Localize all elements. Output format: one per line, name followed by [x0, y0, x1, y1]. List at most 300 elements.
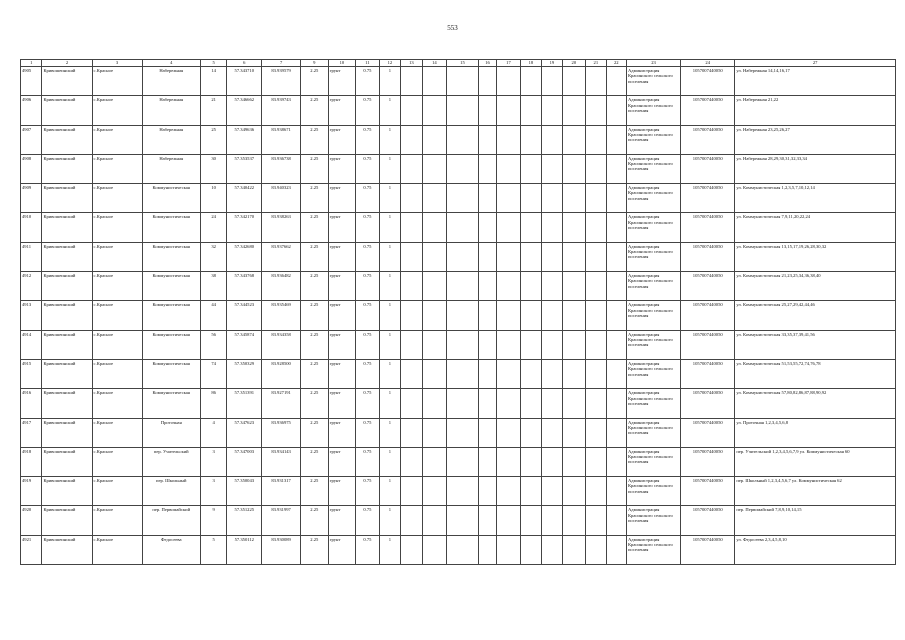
empty-cell	[562, 477, 586, 506]
empty-cell	[422, 477, 447, 506]
empty-cell	[401, 184, 422, 213]
empty-cell	[447, 125, 479, 154]
organization-cell: Администрация Красинского сельского поселения	[626, 125, 680, 154]
empty-cell	[542, 389, 562, 418]
district-cell: Кривошеинский	[42, 184, 92, 213]
latitude-cell: 57.340422	[227, 184, 262, 213]
empty-cell	[520, 154, 541, 183]
table-row	[21, 184, 896, 213]
village-cell: с.Красное	[92, 213, 142, 242]
latitude-cell: 57.342170	[227, 213, 262, 242]
district-cell: Кривошеинский	[42, 242, 92, 271]
organization-cell: Администрация Красинского сельского поселения	[626, 477, 680, 506]
empty-cell	[447, 477, 479, 506]
street-cell: Набережная	[142, 96, 200, 125]
table-row	[21, 125, 896, 154]
empty-cell	[542, 154, 562, 183]
longitude-cell: 83.938263	[262, 213, 301, 242]
empty-cell	[520, 389, 541, 418]
served-addresses-cell: ул. Коммунистическая 25,27,29,42,44,46	[735, 301, 896, 330]
village-cell: с.Красное	[92, 184, 142, 213]
empty-cell	[478, 359, 496, 388]
district-cell: Кривошеинский	[42, 389, 92, 418]
table-row	[21, 535, 896, 564]
column-number-header: 27	[735, 60, 896, 67]
empty-cell	[497, 389, 521, 418]
street-cell: Коммунистическая	[142, 330, 200, 359]
empty-cell	[606, 389, 626, 418]
column-number-header: 9	[301, 60, 329, 67]
house-cell: 86	[200, 389, 227, 418]
empty-cell	[447, 272, 479, 301]
street-cell: пер. Учительский	[142, 447, 200, 476]
table-row	[21, 154, 896, 183]
empty-cell	[586, 330, 606, 359]
empty-cell	[542, 506, 562, 535]
house-cell: 14	[200, 67, 227, 96]
table-row	[21, 506, 896, 535]
table-row	[21, 67, 896, 96]
table-row	[21, 447, 896, 476]
count-cell: 1	[379, 477, 400, 506]
empty-cell	[542, 96, 562, 125]
empty-cell	[497, 330, 521, 359]
surface-cell: грунт	[328, 447, 356, 476]
count-cell: 1	[379, 184, 400, 213]
surface-cell: грунт	[328, 330, 356, 359]
surface-cell: грунт	[328, 125, 356, 154]
count-cell: 1	[379, 67, 400, 96]
district-cell: Кривошеинский	[42, 506, 92, 535]
empty-cell	[447, 389, 479, 418]
empty-cell	[562, 359, 586, 388]
empty-cell	[606, 447, 626, 476]
village-cell: с.Красное	[92, 242, 142, 271]
organization-cell: Администрация Красинского сельского поселения	[626, 67, 680, 96]
empty-cell	[497, 272, 521, 301]
empty-cell	[586, 447, 606, 476]
empty-cell	[542, 447, 562, 476]
latitude-cell: 57.349636	[227, 125, 262, 154]
empty-cell	[422, 389, 447, 418]
empty-cell	[520, 125, 541, 154]
column-number-header: 12	[379, 60, 400, 67]
empty-cell	[606, 359, 626, 388]
surface-cell: грунт	[328, 242, 356, 271]
empty-cell	[520, 213, 541, 242]
longitude-cell: 83.931317	[262, 477, 301, 506]
house-cell: 10	[200, 184, 227, 213]
empty-cell	[478, 125, 496, 154]
table-row	[21, 330, 896, 359]
empty-cell	[542, 272, 562, 301]
empty-cell	[562, 418, 586, 447]
village-cell: с.Красное	[92, 506, 142, 535]
empty-cell	[562, 154, 586, 183]
street-cell: Набережная	[142, 154, 200, 183]
empty-cell	[586, 535, 606, 564]
empty-cell	[586, 154, 606, 183]
empty-cell	[401, 389, 422, 418]
volume-cell: 0.75	[356, 301, 380, 330]
record-number: 4905	[21, 67, 42, 96]
longitude-cell: 83.936482	[262, 272, 301, 301]
empty-cell	[401, 96, 422, 125]
area-cell: 2.25	[301, 506, 329, 535]
latitude-cell: 57.342680	[227, 242, 262, 271]
organization-cell: Администрация Красинского сельского поселения	[626, 506, 680, 535]
empty-cell	[520, 184, 541, 213]
house-cell: 25	[200, 125, 227, 154]
empty-cell	[447, 359, 479, 388]
column-number-header: 18	[520, 60, 541, 67]
street-cell: Набережная	[142, 67, 200, 96]
count-cell: 1	[379, 242, 400, 271]
count-cell: 1	[379, 301, 400, 330]
house-cell: 44	[200, 301, 227, 330]
district-cell: Кривошеинский	[42, 96, 92, 125]
record-number: 4919	[21, 477, 42, 506]
count-cell: 1	[379, 506, 400, 535]
organization-cell: Администрация Красинского сельского поселения	[626, 96, 680, 125]
longitude-cell: 83.930089	[262, 535, 301, 564]
empty-cell	[520, 535, 541, 564]
empty-cell	[542, 213, 562, 242]
served-addresses-cell: ул. Коммунистическая 51,53,55,72,74,76,78	[735, 359, 896, 388]
registration-number-cell: 1057007440050	[681, 301, 735, 330]
volume-cell: 0.75	[356, 125, 380, 154]
surface-cell: грунт	[328, 154, 356, 183]
empty-cell	[520, 418, 541, 447]
count-cell: 1	[379, 213, 400, 242]
count-cell: 1	[379, 389, 400, 418]
empty-cell	[562, 125, 586, 154]
empty-cell	[542, 477, 562, 506]
registration-number-cell: 1057007440050	[681, 96, 735, 125]
volume-cell: 0.75	[356, 447, 380, 476]
registration-number-cell: 1057007440050	[681, 67, 735, 96]
registration-number-cell: 1057007440050	[681, 330, 735, 359]
column-number-header: 7	[262, 60, 301, 67]
column-number-header: 3	[92, 60, 142, 67]
organization-cell: Администрация Красинского сельского поселения	[626, 272, 680, 301]
street-cell: Коммунистическая	[142, 213, 200, 242]
empty-cell	[447, 301, 479, 330]
empty-cell	[520, 477, 541, 506]
empty-cell	[497, 96, 521, 125]
table-row	[21, 272, 896, 301]
latitude-cell: 57.351391	[227, 389, 262, 418]
empty-cell	[497, 67, 521, 96]
empty-cell	[520, 67, 541, 96]
record-number: 4920	[21, 506, 42, 535]
empty-cell	[520, 359, 541, 388]
empty-cell	[562, 242, 586, 271]
empty-cell	[606, 535, 626, 564]
empty-cell	[422, 125, 447, 154]
longitude-cell: 83.936975	[262, 418, 301, 447]
column-number-header: 20	[562, 60, 586, 67]
count-cell: 1	[379, 535, 400, 564]
area-cell: 2.25	[301, 535, 329, 564]
record-number: 4916	[21, 389, 42, 418]
count-cell: 1	[379, 330, 400, 359]
empty-cell	[401, 242, 422, 271]
empty-cell	[542, 125, 562, 154]
empty-cell	[562, 272, 586, 301]
record-number: 4917	[21, 418, 42, 447]
district-cell: Кривошеинский	[42, 418, 92, 447]
area-cell: 2.25	[301, 96, 329, 125]
latitude-cell: 57.343710	[227, 67, 262, 96]
empty-cell	[422, 330, 447, 359]
area-cell: 2.25	[301, 272, 329, 301]
district-cell: Кривошеинский	[42, 272, 92, 301]
record-number: 4913	[21, 301, 42, 330]
empty-cell	[497, 301, 521, 330]
column-number-header: 2	[42, 60, 92, 67]
empty-cell	[562, 67, 586, 96]
village-cell: с.Красное	[92, 125, 142, 154]
served-addresses-cell: ул. Коммунистическая 33,35,37,39,41,56	[735, 330, 896, 359]
village-cell: с.Красное	[92, 301, 142, 330]
empty-cell	[422, 184, 447, 213]
record-number: 4909	[21, 184, 42, 213]
empty-cell	[447, 96, 479, 125]
volume-cell: 0.75	[356, 242, 380, 271]
column-number-header: 24	[681, 60, 735, 67]
registry-table	[20, 59, 896, 565]
empty-cell	[497, 359, 521, 388]
registration-number-cell: 1057007440050	[681, 418, 735, 447]
volume-cell: 0.75	[356, 184, 380, 213]
street-cell: Федосеева	[142, 535, 200, 564]
record-number: 4907	[21, 125, 42, 154]
empty-cell	[401, 447, 422, 476]
served-addresses-cell: ул. Коммунистическая 21,23,25,34,36,38,40	[735, 272, 896, 301]
empty-cell	[562, 447, 586, 476]
district-cell: Кривошеинский	[42, 213, 92, 242]
village-cell: с.Красное	[92, 96, 142, 125]
empty-cell	[586, 96, 606, 125]
empty-cell	[606, 477, 626, 506]
empty-cell	[606, 330, 626, 359]
empty-cell	[606, 96, 626, 125]
volume-cell: 0.75	[356, 477, 380, 506]
surface-cell: грунт	[328, 477, 356, 506]
street-cell: пер. Первомайский	[142, 506, 200, 535]
registration-number-cell: 1057007440050	[681, 272, 735, 301]
empty-cell	[562, 301, 586, 330]
empty-cell	[520, 242, 541, 271]
organization-cell: Администрация Красинского сельского поселения	[626, 535, 680, 564]
count-cell: 1	[379, 125, 400, 154]
empty-cell	[497, 535, 521, 564]
empty-cell	[422, 272, 447, 301]
latitude-cell: 57.347003	[227, 447, 262, 476]
empty-cell	[520, 506, 541, 535]
street-cell: Проточная	[142, 418, 200, 447]
empty-cell	[562, 506, 586, 535]
longitude-cell: 83.937662	[262, 242, 301, 271]
registration-number-cell: 1057007440050	[681, 184, 735, 213]
area-cell: 2.25	[301, 154, 329, 183]
street-cell: Коммунистическая	[142, 359, 200, 388]
street-cell: пер. Школьный	[142, 477, 200, 506]
house-cell: 4	[200, 418, 227, 447]
longitude-cell: 83.939579	[262, 67, 301, 96]
served-addresses-cell: пер. Школьный 1,2,3,4,5,6,7 ул. Коммунистическая 62	[735, 477, 896, 506]
empty-cell	[422, 535, 447, 564]
latitude-cell: 57.346662	[227, 96, 262, 125]
empty-cell	[478, 272, 496, 301]
empty-cell	[542, 301, 562, 330]
village-cell: с.Красное	[92, 330, 142, 359]
registration-number-cell: 1057007440050	[681, 535, 735, 564]
area-cell: 2.25	[301, 330, 329, 359]
street-cell: Коммунистическая	[142, 184, 200, 213]
area-cell: 2.25	[301, 301, 329, 330]
empty-cell	[497, 447, 521, 476]
longitude-cell: 83.928500	[262, 359, 301, 388]
house-cell: 3	[200, 447, 227, 476]
volume-cell: 0.75	[356, 506, 380, 535]
empty-cell	[586, 389, 606, 418]
house-cell: 3	[200, 477, 227, 506]
empty-cell	[478, 184, 496, 213]
latitude-cell: 57.343768	[227, 272, 262, 301]
volume-cell: 0.75	[356, 213, 380, 242]
surface-cell: грунт	[328, 184, 356, 213]
area-cell: 2.25	[301, 125, 329, 154]
latitude-cell: 57.351225	[227, 506, 262, 535]
empty-cell	[478, 96, 496, 125]
registration-number-cell: 1057007440050	[681, 125, 735, 154]
column-number-header: 16	[478, 60, 496, 67]
column-number-header: 13	[401, 60, 422, 67]
empty-cell	[586, 477, 606, 506]
served-addresses-cell: пер. Первомайский 7,8,9,10,14,15	[735, 506, 896, 535]
table-row	[21, 389, 896, 418]
empty-cell	[478, 447, 496, 476]
empty-cell	[478, 154, 496, 183]
organization-cell: Администрация Красинского сельского поселения	[626, 213, 680, 242]
district-cell: Кривошеинский	[42, 301, 92, 330]
empty-cell	[478, 389, 496, 418]
served-addresses-cell: ул. Коммунистическая 57,80,82,86,87,88,90,92	[735, 389, 896, 418]
empty-cell	[606, 418, 626, 447]
volume-cell: 0.75	[356, 330, 380, 359]
district-cell: Кривошеинский	[42, 67, 92, 96]
column-number-header: 21	[586, 60, 606, 67]
latitude-cell: 57.350112	[227, 535, 262, 564]
empty-cell	[497, 418, 521, 447]
empty-cell	[478, 418, 496, 447]
house-cell: 5	[200, 535, 227, 564]
organization-cell: Администрация Красинского сельского поселения	[626, 184, 680, 213]
empty-cell	[401, 272, 422, 301]
table-row	[21, 242, 896, 271]
empty-cell	[586, 242, 606, 271]
empty-cell	[401, 418, 422, 447]
column-number-header: 23	[626, 60, 680, 67]
empty-cell	[478, 67, 496, 96]
table-row	[21, 96, 896, 125]
record-number: 4918	[21, 447, 42, 476]
empty-cell	[586, 125, 606, 154]
empty-cell	[422, 418, 447, 447]
empty-cell	[401, 154, 422, 183]
empty-cell	[520, 447, 541, 476]
empty-cell	[497, 242, 521, 271]
table-row	[21, 477, 896, 506]
empty-cell	[422, 96, 447, 125]
latitude-cell: 57.344523	[227, 301, 262, 330]
surface-cell: грунт	[328, 418, 356, 447]
empty-cell	[497, 125, 521, 154]
organization-cell: Администрация Красинского сельского поселения	[626, 389, 680, 418]
volume-cell: 0.75	[356, 418, 380, 447]
empty-cell	[422, 67, 447, 96]
organization-cell: Администрация Красинского сельского поселения	[626, 242, 680, 271]
empty-cell	[401, 359, 422, 388]
empty-cell	[562, 330, 586, 359]
empty-cell	[478, 242, 496, 271]
house-cell: 21	[200, 96, 227, 125]
organization-cell: Администрация Красинского сельского поселения	[626, 330, 680, 359]
served-addresses-cell: ул. Набережная 23,25,26,27	[735, 125, 896, 154]
empty-cell	[422, 359, 447, 388]
empty-cell	[497, 477, 521, 506]
empty-cell	[520, 330, 541, 359]
empty-cell	[478, 330, 496, 359]
district-cell: Кривошеинский	[42, 359, 92, 388]
area-cell: 2.25	[301, 389, 329, 418]
village-cell: с.Красное	[92, 389, 142, 418]
empty-cell	[586, 184, 606, 213]
district-cell: Кривошеинский	[42, 447, 92, 476]
column-number-header: 1	[21, 60, 42, 67]
column-number-header: 19	[542, 60, 562, 67]
organization-cell: Администрация Красинского сельского поселения	[626, 359, 680, 388]
longitude-cell: 83.931997	[262, 506, 301, 535]
column-number-header: 14	[422, 60, 447, 67]
latitude-cell: 57.350329	[227, 359, 262, 388]
column-number-header: 5	[200, 60, 227, 67]
empty-cell	[401, 125, 422, 154]
registration-number-cell: 1057007440050	[681, 359, 735, 388]
district-cell: Кривошеинский	[42, 535, 92, 564]
empty-cell	[422, 301, 447, 330]
empty-cell	[478, 506, 496, 535]
count-cell: 1	[379, 96, 400, 125]
empty-cell	[586, 359, 606, 388]
surface-cell: грунт	[328, 389, 356, 418]
empty-cell	[497, 506, 521, 535]
longitude-cell: 83.939743	[262, 96, 301, 125]
empty-cell	[497, 184, 521, 213]
house-cell: 24	[200, 213, 227, 242]
latitude-cell: 57.353537	[227, 154, 262, 183]
empty-cell	[586, 301, 606, 330]
column-number-row	[21, 60, 896, 67]
area-cell: 2.25	[301, 213, 329, 242]
empty-cell	[586, 67, 606, 96]
longitude-cell: 83.927191	[262, 389, 301, 418]
empty-cell	[497, 154, 521, 183]
record-number: 4911	[21, 242, 42, 271]
surface-cell: грунт	[328, 535, 356, 564]
